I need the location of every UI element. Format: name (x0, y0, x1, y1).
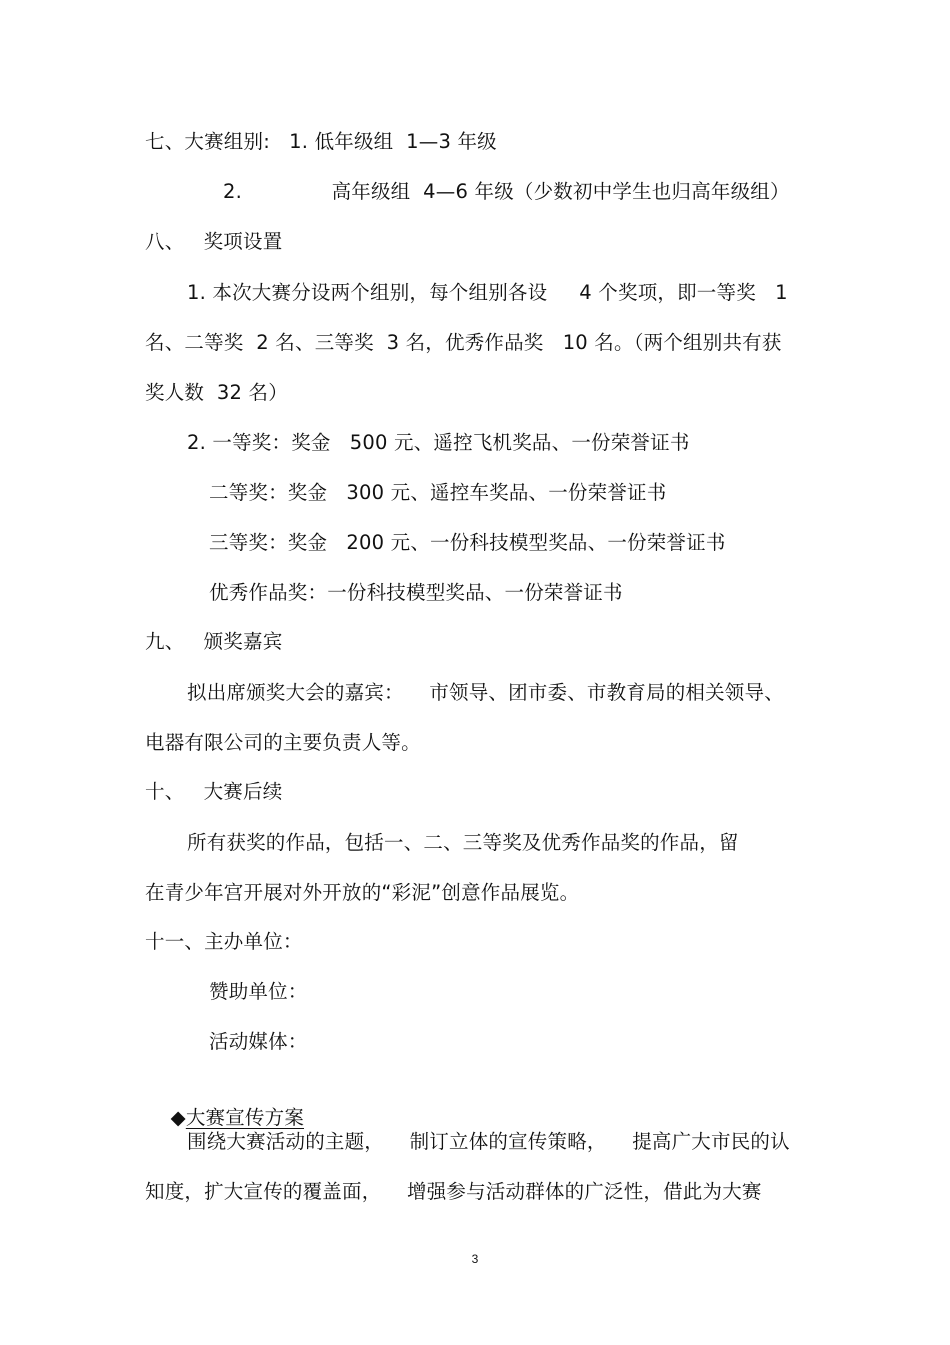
text-line-groups: 七、大赛组别: 1. 低年级组 1—3 年级 (145, 130, 497, 153)
text-line-guests-2: 电器有限公司的主要负责人等。 (145, 731, 421, 754)
text-line-publicity-2: 知度，扩大宣传的覆盖面， 增强参与活动群体的广泛性，借此为大赛 (145, 1180, 762, 1203)
text-line-guests-1: 拟出席颁奖大会的嘉宾： 市领导、团市委、市教育局的相关领导、 (187, 681, 784, 704)
text-line-excellence-prize: 优秀作品奖：一份科技模型奖品、一份荣誉证书 (209, 581, 623, 604)
text-line-first-prize: 2. 一等奖：奖金 500 元、遥控飞机奖品、一份荣誉证书 (187, 431, 690, 454)
heading-awards: 八、 奖项设置 (145, 230, 283, 253)
text-line-organizer: 十一、主办单位： (145, 930, 303, 953)
text-line-awards-1: 1. 本次大赛分设两个组别，每个组别各设 4 个奖项，即一等奖 1 (187, 281, 788, 304)
section-heading-title: 大赛宣传方案 (185, 1106, 305, 1129)
text-line-awards-2: 名、二等奖 2 名、三等奖 3 名，优秀作品奖 10 名。（两个组别共有获 (145, 331, 782, 354)
text-line-followup-2: 在青少年宫开展对外开放的“彩泥”创意作品展览。 (145, 881, 580, 904)
text-line-second-prize: 二等奖：奖金 300 元、遥控车奖品、一份荣誉证书 (209, 481, 667, 504)
text-line-followup-1: 所有获奖的作品，包括一、二、三等奖及优秀作品奖的作品，留 (187, 831, 739, 854)
text-line-publicity-1: 围绕大赛活动的主题， 制订立体的宣传策略， 提高广大市民的认 (187, 1130, 790, 1153)
heading-guests: 九、 颁奖嘉宾 (145, 630, 283, 653)
text-line-sponsor: 赞助单位： (209, 980, 308, 1003)
page-number: 3 (471, 1252, 479, 1266)
text-line-third-prize: 三等奖：奖金 200 元、一份科技模型奖品、一份荣誉证书 (209, 531, 726, 554)
text-line-groups-2: 2. 高年级组 4—6 年级（少数初中学生也归高年级组） (223, 180, 790, 203)
text-line-media: 活动媒体： (209, 1030, 308, 1053)
diamond-bullet-icon: ◆ (170, 1106, 186, 1129)
text-line-awards-3: 奖人数 32 名） (145, 381, 288, 404)
heading-followup: 十、 大赛后续 (145, 780, 283, 803)
